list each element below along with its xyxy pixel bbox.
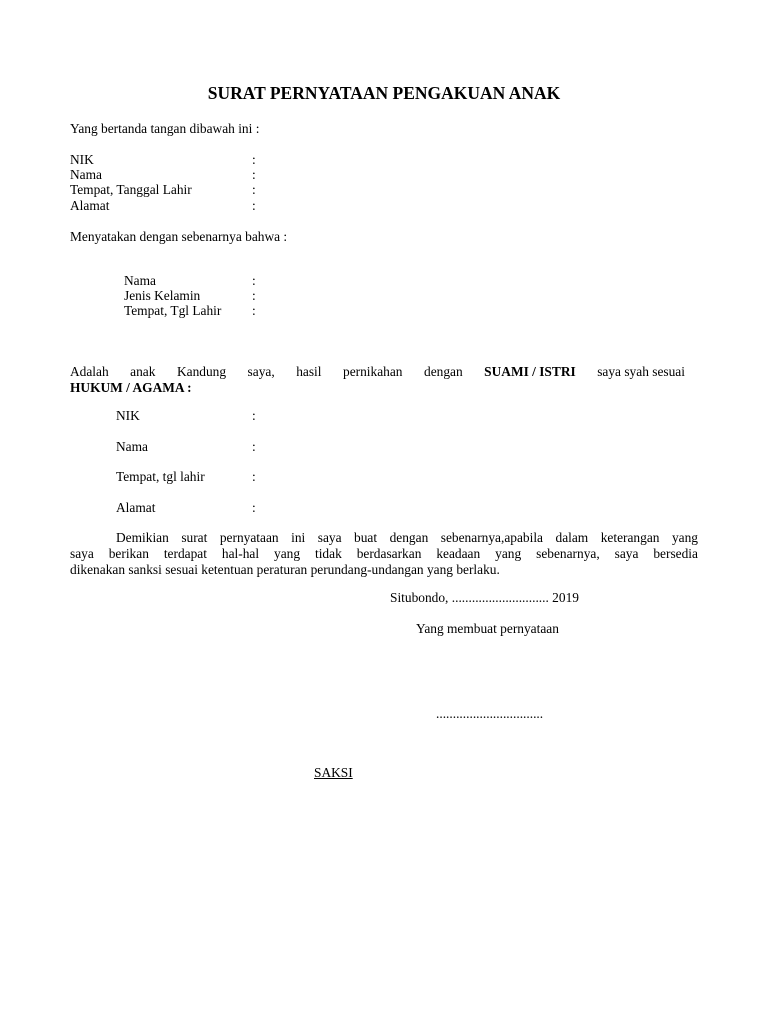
field-colon: : xyxy=(252,303,256,318)
declarant-row-nik xyxy=(70,152,270,168)
field-colon: : xyxy=(252,273,256,288)
child-row-jenis-kelamin xyxy=(124,288,274,304)
closing-word: berdasarkan xyxy=(356,546,422,561)
relation-word: anak xyxy=(130,364,156,379)
field-label: Nama xyxy=(70,167,102,182)
closing-word: yang xyxy=(495,546,522,561)
field-label: Tempat, Tgl Lahir xyxy=(124,303,222,318)
field-colon: : xyxy=(252,167,256,182)
closing-word: terdapat xyxy=(163,546,207,561)
spouse-row-nama xyxy=(116,439,276,455)
closing-word: saya xyxy=(614,546,639,561)
relation-line-2 xyxy=(70,380,698,396)
field-label: NIK xyxy=(70,152,94,167)
closing-word: saya xyxy=(70,546,94,561)
child-row-nama xyxy=(124,273,274,289)
signature-line: ................................ xyxy=(436,706,544,721)
closing-line-1 xyxy=(70,530,698,546)
relation-word: saya, xyxy=(247,364,275,379)
closing-word: yang xyxy=(274,546,301,561)
relation-law-religion: HUKUM / AGAMA : xyxy=(70,380,192,395)
closing-word: sebenarnya, xyxy=(536,546,600,561)
closing-paragraph xyxy=(70,530,698,578)
closing-word: ini xyxy=(291,530,306,545)
relation-word: pernikahan xyxy=(343,364,403,379)
closing-text: dikenakan sanksi sesuai ketentuan peraturan perundang-undangan yang berlaku. xyxy=(70,562,500,577)
place-date: Situbondo, ............................. 2019 xyxy=(390,590,579,605)
closing-word: sebenarnya,apabila xyxy=(440,530,543,545)
spouse-row-ttl xyxy=(116,469,276,485)
closing-word: dalam xyxy=(555,530,589,545)
statement-text: Menyatakan dengan sebenarnya bahwa : xyxy=(70,229,288,244)
witness-label: SAKSI xyxy=(314,765,353,780)
spouse-row-alamat xyxy=(116,500,276,516)
closing-word: pernyataan xyxy=(219,530,279,545)
closing-word: saya xyxy=(317,530,342,545)
field-colon: : xyxy=(252,500,256,515)
field-label: Alamat xyxy=(116,500,156,515)
declarant-row-nama xyxy=(70,167,270,183)
closing-word: surat xyxy=(181,530,208,545)
field-colon: : xyxy=(252,288,256,303)
field-label: Nama xyxy=(116,439,148,454)
field-colon: : xyxy=(252,408,256,423)
relation-word: Adalah xyxy=(70,364,109,379)
child-row-ttl xyxy=(124,303,274,319)
closing-word: yang xyxy=(671,530,698,545)
declarant-row-ttl xyxy=(70,182,270,198)
field-label: Tempat, Tanggal Lahir xyxy=(70,182,192,197)
field-colon: : xyxy=(252,182,256,197)
field-colon: : xyxy=(252,439,256,454)
field-label: Nama xyxy=(124,273,156,288)
closing-word: keadaan xyxy=(436,546,481,561)
closing-word: hal-hal xyxy=(221,546,260,561)
relation-tail: saya syah sesuai xyxy=(597,364,685,379)
field-label: Alamat xyxy=(70,198,110,213)
document-title: SURAT PERNYATAAN PENGAKUAN ANAK xyxy=(207,83,561,103)
closing-word: keterangan xyxy=(600,530,660,545)
field-label: Tempat, tgl lahir xyxy=(116,469,205,484)
relation-word: dengan xyxy=(424,364,463,379)
signer-label: Yang membuat pernyataan xyxy=(416,621,559,636)
intro-text: Yang bertanda tangan dibawah ini : xyxy=(70,121,260,136)
closing-word: Demikian xyxy=(116,530,169,545)
closing-word: tidak xyxy=(314,546,342,561)
field-colon: : xyxy=(252,152,256,167)
closing-word: dengan xyxy=(389,530,429,545)
closing-word: bersedia xyxy=(653,546,698,561)
spouse-row-nik xyxy=(116,408,276,424)
field-label: Jenis Kelamin xyxy=(124,288,201,303)
field-label: NIK xyxy=(116,408,140,423)
relation-bold-spouse: SUAMI / ISTRI xyxy=(484,364,576,379)
relation-word: Kandung xyxy=(176,364,227,379)
field-colon: : xyxy=(252,469,256,484)
declarant-row-alamat xyxy=(70,198,270,214)
field-colon: : xyxy=(252,198,256,213)
relation-paragraph xyxy=(70,364,698,396)
closing-word: berikan xyxy=(108,546,149,561)
relation-line-1 xyxy=(70,364,698,380)
relation-word: hasil xyxy=(296,364,322,379)
closing-line-2 xyxy=(70,546,698,562)
closing-line-3 xyxy=(70,562,698,578)
closing-word: buat xyxy=(354,530,378,545)
